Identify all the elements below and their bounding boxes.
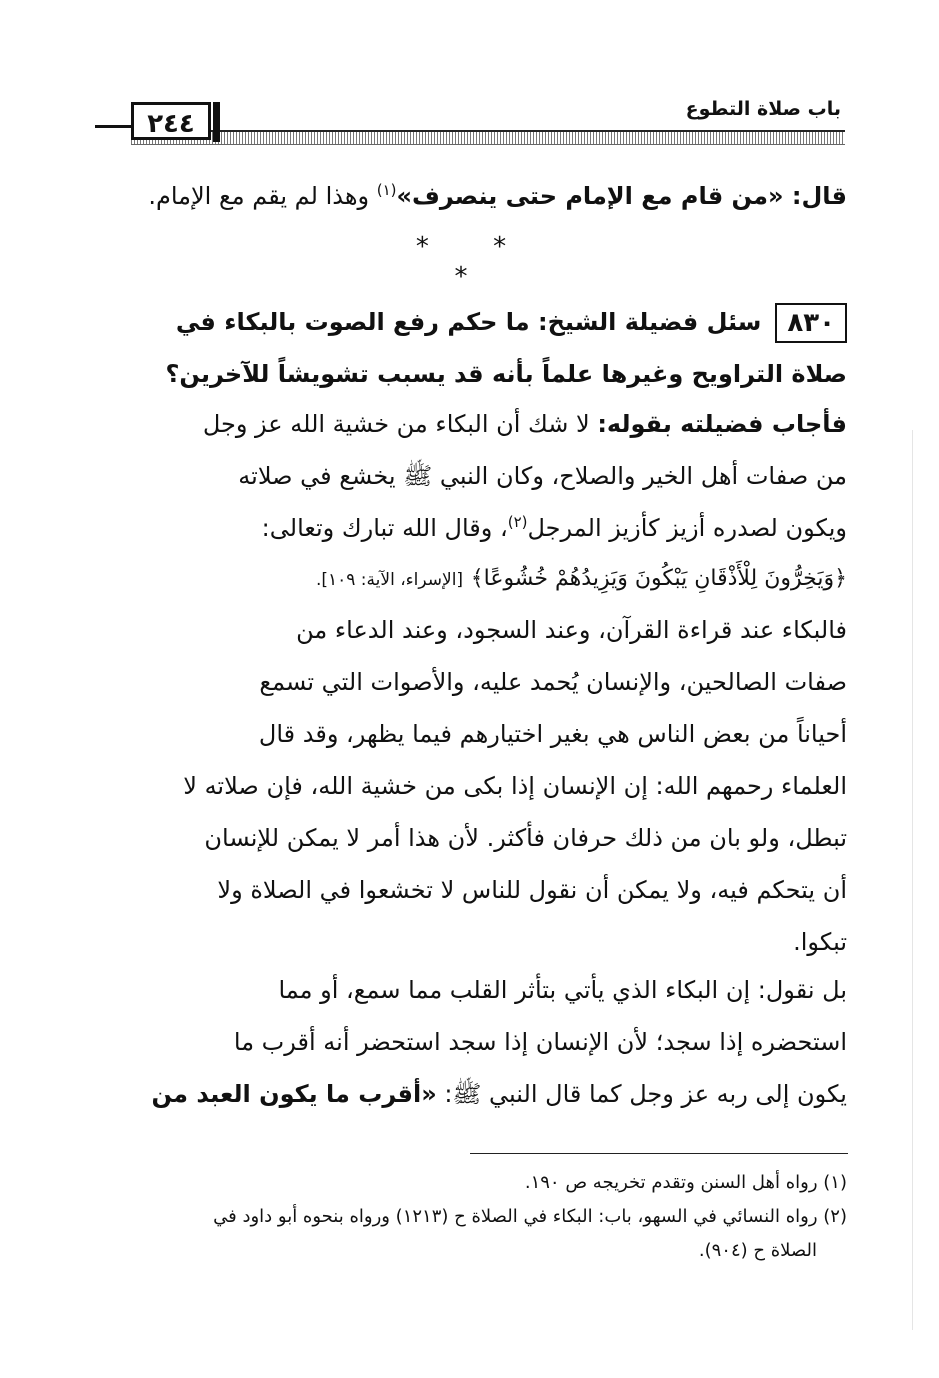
- text-line: من صفات أهل الخير والصلاح، وكان النبي ﷺ يخشع في صلاته: [238, 462, 847, 490]
- page-header: [95, 98, 845, 146]
- text-line: [95, 170, 847, 222]
- paragraph-3: [95, 964, 847, 1120]
- text-line: أن يتحكم فيه، ولا يمكن أن نقول للناس لا تخشعوا في الصلاة ولا: [217, 876, 847, 904]
- page-number: ٢٤٤: [131, 102, 211, 140]
- hadith-quote: «أقرب ما يكون العبد من: [151, 1080, 437, 1108]
- quran-line: [95, 554, 847, 600]
- text-line: [95, 502, 847, 554]
- footnote-ref-2: (٢): [507, 513, 528, 531]
- answer-paragraph: [95, 398, 847, 600]
- question-text: سئل فضيلة الشيخ: ما حكم رفع الصوت بالبكاء في: [175, 308, 762, 336]
- footnotes: [95, 1166, 847, 1268]
- page-edge-line: [912, 430, 913, 1330]
- text-line: [95, 1068, 847, 1120]
- page-number-bar: [213, 102, 220, 142]
- text-line: العلماء رحمهم الله: إن الإنسان إذا بكى من خشية الله، فإن صلاته لا: [183, 772, 847, 800]
- footnote-ref-1: (١): [376, 181, 397, 199]
- text-span: ويكون لصدره أزيز كأزيز المرجل: [527, 514, 847, 542]
- text-span: يكون إلى ربه عز وجل كما قال النبي ﷺ:: [436, 1080, 847, 1108]
- text-span: وهذا لم يقم مع الإمام.: [148, 182, 377, 210]
- quran-verse: ﴿وَيَخِرُّونَ لِلْأَذْقَانِ يَبْكُونَ وَيَزِيدُهُمْ خُشُوعًا﴾: [470, 566, 847, 591]
- footnote-2: (٢) رواه النسائي في السهو، باب: البكاء في الصلاة ح (١٢١٣) ورواه بنحوه أبو داود في: [213, 1206, 847, 1227]
- answer-lead: فأجاب فضيلته بقوله:: [597, 410, 847, 438]
- text-line: تبكوا.: [793, 928, 847, 956]
- text-span: ، وقال الله تبارك وتعالى:: [261, 514, 508, 542]
- text-line: تبطل، ولو بان من ذلك حرفان فأكثر. لأن هذا أمر لا يمكن للإنسان: [204, 824, 847, 852]
- text-line: [95, 398, 847, 450]
- paragraph-2: [95, 604, 847, 968]
- footnote-1: (١) رواه أهل السنن وتقدم تخريجه ص ١٩٠.: [524, 1172, 847, 1193]
- hadith-quote: قال: «من قام مع الإمام حتى ينصرف»: [396, 182, 847, 210]
- text-line: استحضره إذا سجد؛ لأن الإنسان إذا سجد استحضر أنه أقرب ما: [233, 1028, 847, 1056]
- question-line: [95, 296, 847, 348]
- text-span: لا شك أن البكاء من خشية الله عز وجل: [202, 410, 598, 438]
- question-line: صلاة التراويح وغيرها علماً بأنه قد يسبب تشويشاً للآخرين؟: [165, 360, 847, 388]
- text-line: فالبكاء عند قراءة القرآن، وعند السجود، وعند الدعاء من: [296, 616, 847, 644]
- footnote-2-continued: الصلاة ح (٩٠٤).: [698, 1240, 817, 1261]
- question-block: [95, 296, 847, 400]
- question-number: ٨٣٠: [775, 303, 847, 343]
- footnote-divider: [470, 1153, 848, 1154]
- text-line: أحياناً من بعض الناس هي بغير اختيارهم فيما يظهر، وقد قال: [258, 720, 847, 748]
- text-line: صفات الصالحين، والإنسان يُحمد عليه، والأصوات التي تسمع: [259, 668, 847, 696]
- chapter-title: باب صلاة التطوع: [685, 98, 841, 120]
- header-rule-cap: [95, 125, 131, 148]
- intro-paragraph: [95, 170, 847, 222]
- section-separator: * * *: [415, 232, 535, 292]
- text-line: بل نقول: إن البكاء الذي يأتي بتأثر القلب مما سمع، أو مما: [278, 976, 847, 1004]
- quran-reference: [الإسراء، الآية: ١٠٩].: [315, 570, 464, 590]
